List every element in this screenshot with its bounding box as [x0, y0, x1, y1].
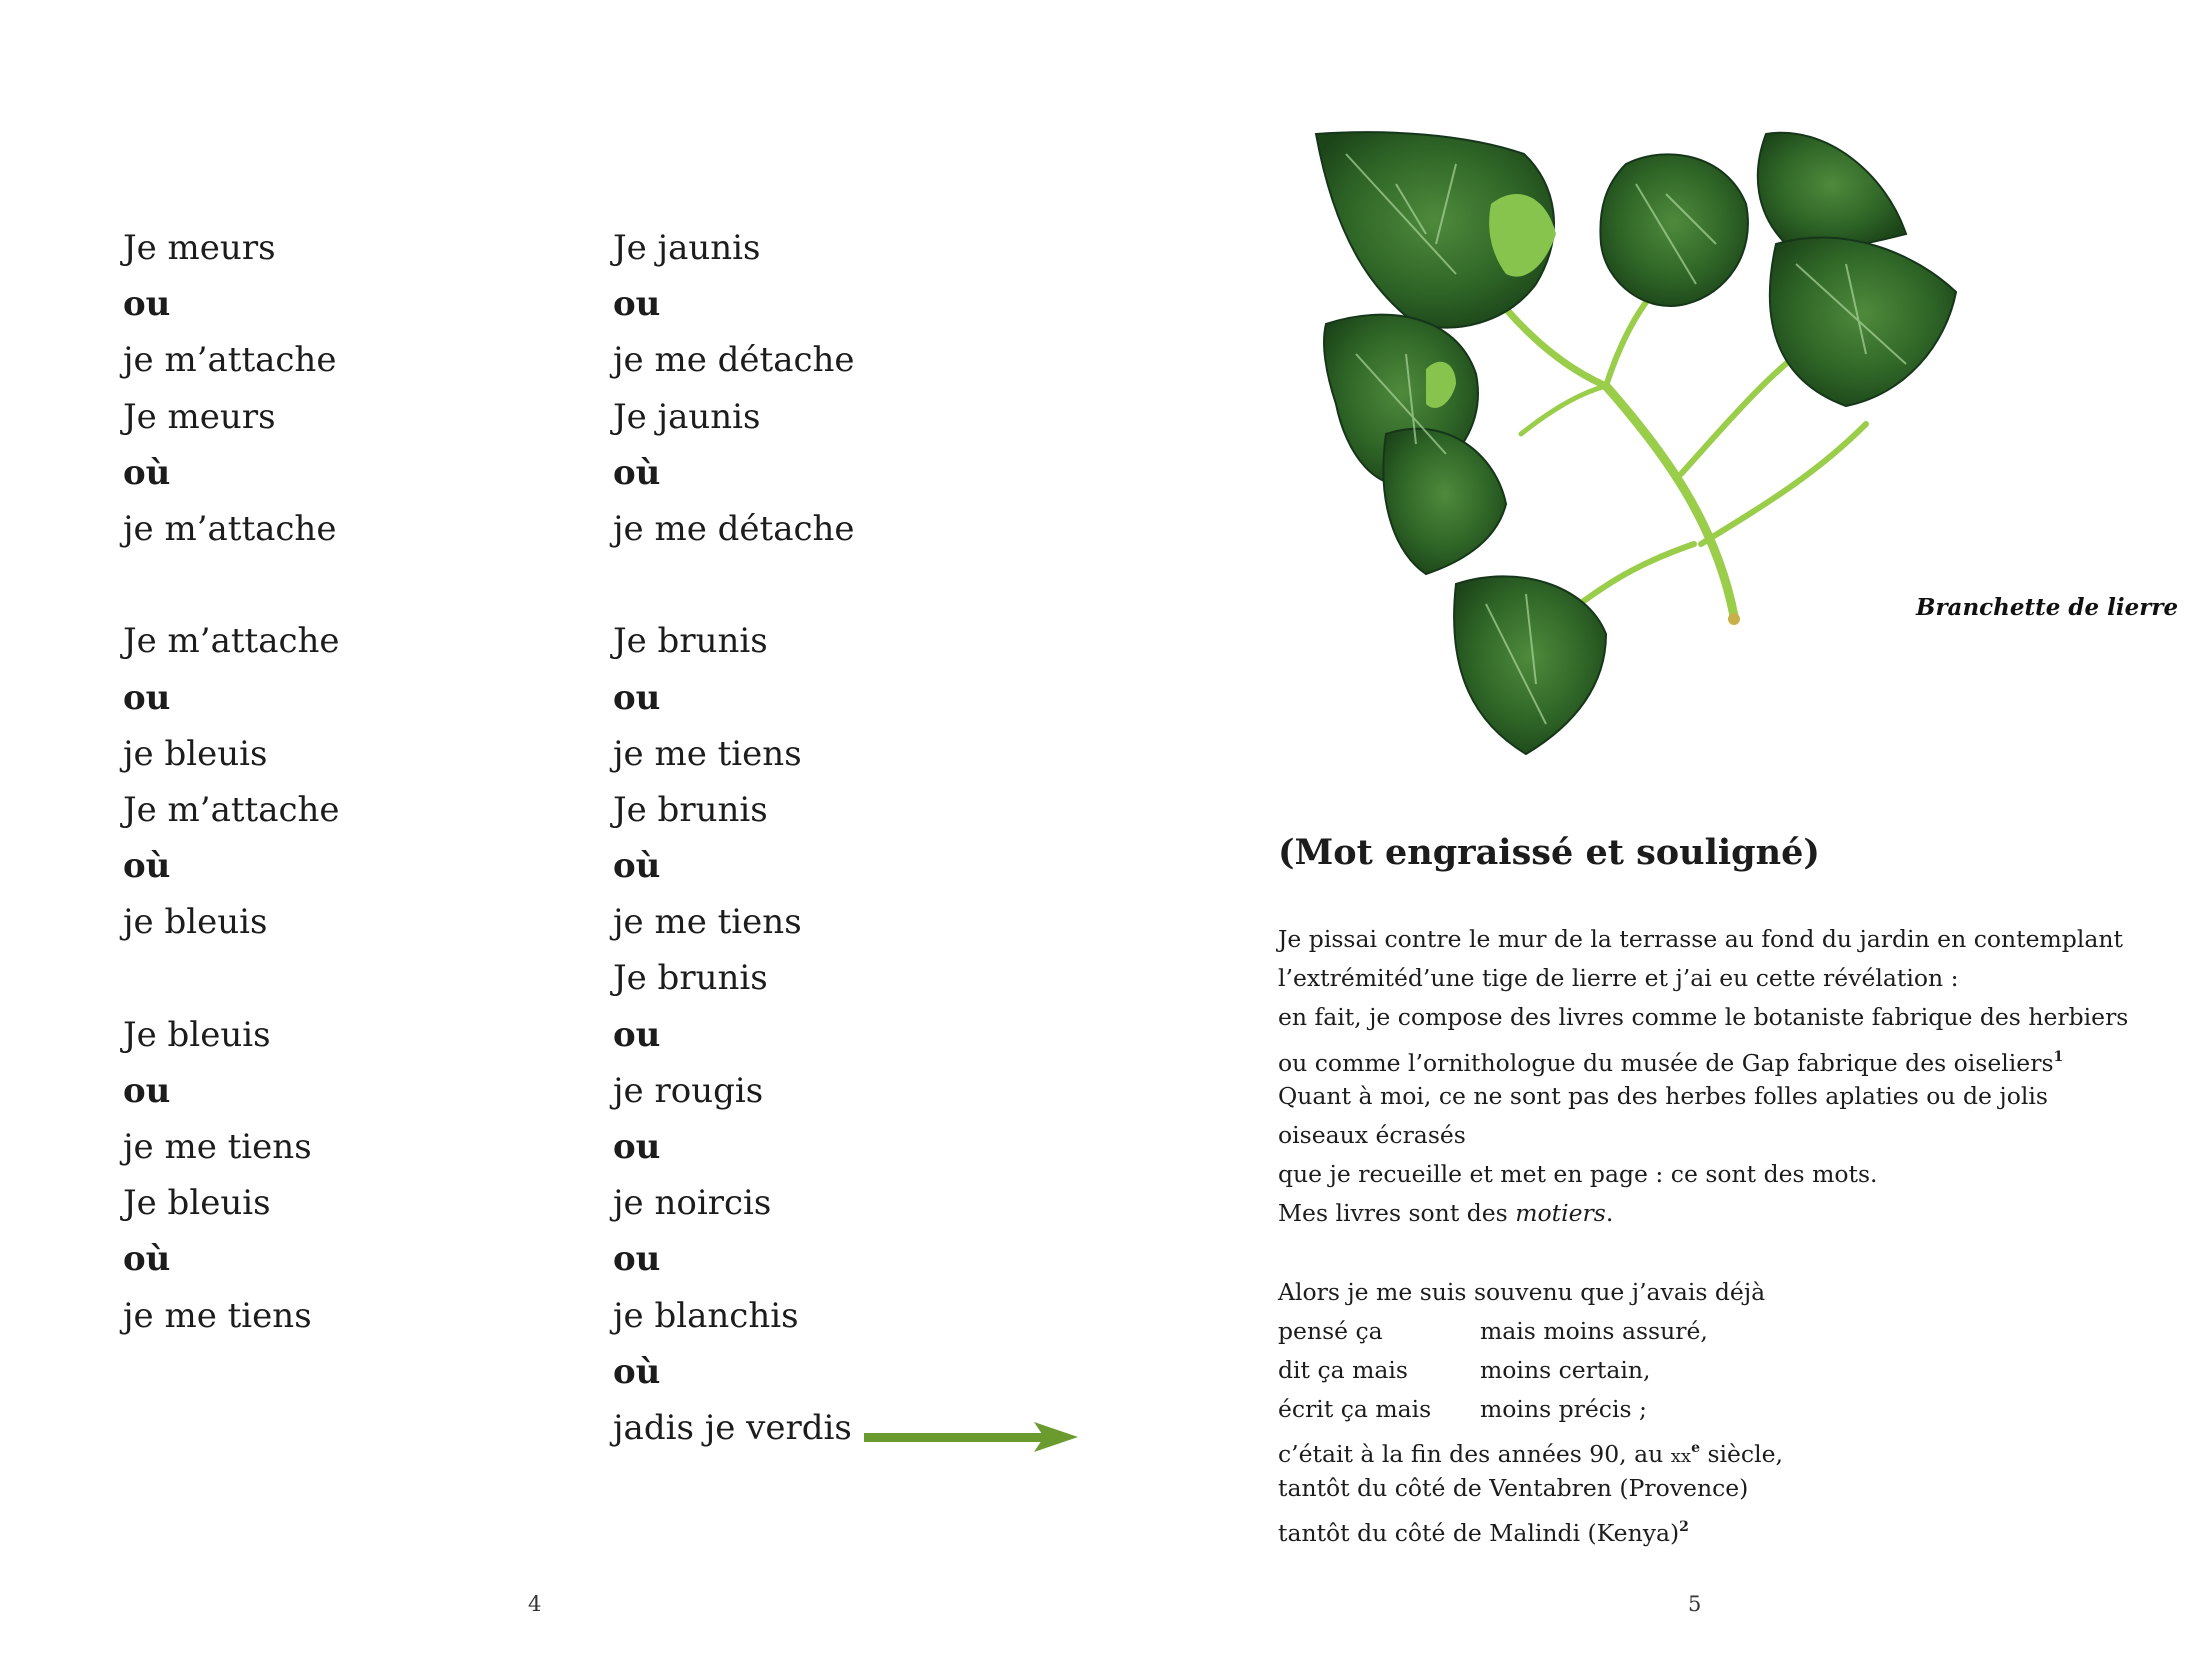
prose-line — [1278, 1429, 2128, 1468]
prose-text: moins précis ; — [1480, 1395, 1647, 1424]
poem-line: je me détache — [613, 340, 855, 381]
stanza-gap — [123, 950, 340, 1006]
prose-text: siècle, — [1699, 1440, 1783, 1469]
prose-text: écrit ça mais — [1278, 1395, 1432, 1424]
prose-text: Mes livres sont des — [1278, 1199, 1508, 1228]
prose-text: moins certain, — [1480, 1356, 1651, 1385]
prose-line — [1278, 1038, 2128, 1077]
poem-line: Je meurs — [123, 228, 276, 268]
footnote-marker: 1 — [2053, 1048, 2064, 1065]
italic-word: motiers — [1515, 1199, 1606, 1228]
roman-numeral: xx — [1670, 1446, 1692, 1468]
prose-text: ou comme l’ornithologue du musée de Gap fabrique des oiseliers — [1278, 1048, 2054, 1077]
prose-text: dit ça mais — [1278, 1356, 1408, 1385]
ivy-branch-image — [1306, 124, 2086, 774]
prose-block — [1278, 920, 2128, 1547]
poem-line: ou — [123, 677, 171, 718]
poem-line: Je jaunis — [613, 396, 761, 437]
right-arrow-icon — [864, 1420, 1080, 1454]
poem-line: ou — [613, 677, 661, 718]
right-page — [1100, 0, 2205, 1654]
prose-text: c’était à la fin des années 90, au — [1278, 1440, 1671, 1469]
prose-line — [1278, 1312, 2128, 1351]
poem-line: je noircis — [613, 1183, 772, 1224]
poem-line: je rougis — [613, 1070, 764, 1111]
poem-line: Je m’attache — [123, 621, 340, 662]
prose-line: en fait, je compose des livres comme le botaniste fabrique des herbiers — [1278, 1003, 2129, 1032]
prose-line: l’extrémitéd’une tige de lierre et j’ai eu cette révélation : — [1278, 964, 1959, 993]
poem-line: je me détache — [613, 508, 855, 549]
prose-line — [1278, 1508, 2128, 1547]
prose-line: Quant à moi, ce ne sont pas des herbes folles aplaties ou de jolis — [1278, 1081, 2048, 1110]
prose-line: que je recueille et met en page : ce sont des mots. — [1278, 1160, 1878, 1189]
image-caption: Branchette de lierre — [1916, 594, 2179, 621]
poem-line: Je bleuis — [123, 1183, 271, 1224]
poem-line: où — [123, 1239, 171, 1280]
poem-line: Je meurs — [123, 396, 276, 437]
poem-column-1 — [123, 220, 340, 1344]
poem-line: ou — [613, 1014, 661, 1055]
poem-line: Je brunis — [613, 789, 768, 830]
poem-line: ou — [123, 284, 171, 325]
poem-line: Je jaunis — [613, 228, 761, 268]
poem-line: Je bleuis — [123, 1014, 271, 1055]
prose-text: . — [1605, 1199, 1614, 1228]
page-number: 5 — [1688, 1592, 1702, 1616]
poem-line: jadis je verdis — [613, 1407, 852, 1448]
poem-line: je me tiens — [123, 1295, 312, 1336]
poem-column-2 — [613, 220, 855, 1456]
ordinal-marker: e — [1691, 1440, 1700, 1457]
prose-text: tantôt du côté de Malindi (Kenya) — [1278, 1518, 1680, 1547]
poem-line: où — [123, 846, 171, 887]
prose-line — [1278, 1351, 2128, 1390]
poem-line: je me tiens — [123, 1127, 312, 1167]
poem-line: je m’attache — [123, 340, 337, 381]
poem-line: je me tiens — [613, 733, 802, 774]
poem-line: je blanchis — [613, 1295, 799, 1336]
arrow-shaft — [864, 1433, 1044, 1442]
prose-line: Alors je me suis souvenu que j’avais déjà — [1278, 1277, 1766, 1306]
poem-line: je m’attache — [123, 508, 337, 549]
poem-line: ou — [613, 1127, 661, 1167]
poem-line: je bleuis — [123, 733, 268, 774]
poem-line: où — [613, 1351, 661, 1392]
section-heading: (Mot engraissé et souligné) — [1278, 832, 1820, 873]
prose-line: tantôt du côté de Ventabren (Provence) — [1278, 1473, 1749, 1502]
prose-text: mais moins assuré, — [1480, 1316, 1708, 1345]
poem-line: Je brunis — [613, 621, 768, 662]
prose-text: pensé ça — [1278, 1316, 1383, 1345]
poem-line: je me tiens — [613, 902, 802, 943]
poem-line: je bleuis — [123, 902, 268, 943]
stanza-gap — [123, 557, 340, 613]
paragraph-gap — [1278, 1234, 2128, 1273]
poem-line: où — [123, 452, 171, 493]
prose-line — [1278, 1390, 2128, 1429]
page-number: 4 — [528, 1592, 542, 1616]
poem-line: ou — [613, 1239, 661, 1280]
prose-line — [1278, 1194, 2128, 1233]
prose-line: oiseaux écrasés — [1278, 1120, 1466, 1149]
prose-line: Je pissai contre le mur de la terrasse au fond du jardin en contemplant — [1278, 925, 2123, 953]
poem-line: où — [613, 846, 661, 887]
poem-line: ou — [123, 1070, 171, 1111]
poem-line: ou — [613, 284, 661, 325]
footnote-marker: 2 — [1679, 1518, 1689, 1535]
poem-line: Je m’attache — [123, 789, 340, 830]
poem-line: Je brunis — [613, 958, 768, 999]
poem-line: où — [613, 452, 661, 493]
stanza-gap — [613, 557, 855, 613]
left-page — [0, 0, 1100, 1654]
